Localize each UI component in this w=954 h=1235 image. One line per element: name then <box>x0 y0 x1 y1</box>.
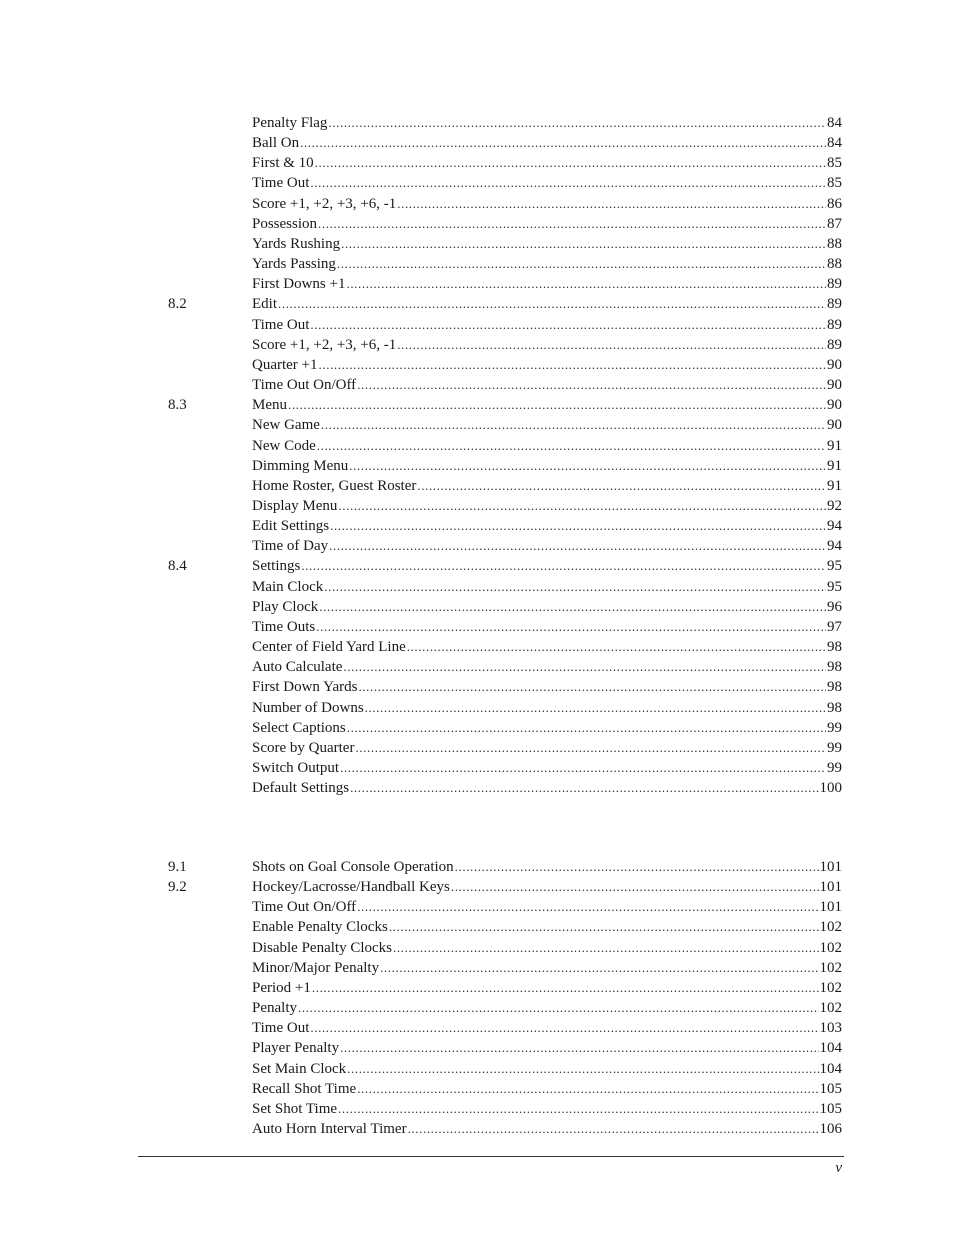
footer-rule <box>138 1156 844 1157</box>
dot-leader <box>380 958 818 978</box>
toc-entry-line <box>252 738 842 758</box>
entry-title: Time Outs <box>252 618 316 635</box>
entry-title: Period +1 <box>252 979 311 996</box>
dot-leader <box>346 274 826 294</box>
entry-page-number: 106 <box>819 1121 842 1138</box>
toc-entry[interactable] <box>0 677 954 697</box>
dot-leader <box>408 1119 819 1139</box>
entry-page-number: 103 <box>819 1020 842 1037</box>
entry-page-number: 84 <box>827 135 842 152</box>
entry-page-number: 101 <box>819 879 842 896</box>
toc-entry-line <box>252 194 842 214</box>
toc-entry[interactable] <box>0 917 954 937</box>
entry-page-number: 97 <box>827 618 842 635</box>
section-number: 8.4 <box>168 558 187 575</box>
entry-title: Score +1, +2, +3, +6, -1 <box>252 195 397 212</box>
entry-title: Play Clock <box>252 598 319 615</box>
entry-page-number: 102 <box>819 939 842 956</box>
toc-entry[interactable] <box>0 758 954 778</box>
toc-entry-line <box>252 153 842 173</box>
entry-page-number: 102 <box>819 979 842 996</box>
toc-entry[interactable] <box>0 294 954 314</box>
dot-leader <box>347 1059 818 1079</box>
entry-title: Set Shot Time <box>252 1100 338 1117</box>
entry-page-number: 100 <box>819 780 842 797</box>
entry-title: Set Main Clock <box>252 1060 347 1077</box>
toc-entry[interactable] <box>0 234 954 254</box>
toc-entry-line <box>252 1119 842 1139</box>
dot-leader <box>417 476 826 496</box>
toc-entry-line <box>252 436 842 456</box>
entry-page-number: 85 <box>827 175 842 192</box>
dot-leader <box>357 1079 818 1099</box>
toc-entry-line <box>252 113 842 133</box>
toc-entry-line <box>252 1079 842 1099</box>
toc-entry[interactable] <box>0 335 954 355</box>
entry-page-number: 89 <box>827 276 842 293</box>
dot-leader <box>451 877 819 897</box>
entry-title: First Down Yards <box>252 679 358 696</box>
dot-leader <box>357 897 818 917</box>
dot-leader <box>310 1018 818 1038</box>
toc-entry[interactable] <box>0 958 954 978</box>
dot-leader <box>324 577 826 597</box>
toc-entry-line <box>252 254 842 274</box>
entry-title: Minor/Major Penalty <box>252 959 380 976</box>
entry-page-number: 101 <box>819 899 842 916</box>
dot-leader <box>318 214 826 234</box>
entry-page-number: 105 <box>819 1100 842 1117</box>
toc-entry[interactable] <box>0 1119 954 1139</box>
toc-entry[interactable] <box>0 476 954 496</box>
dot-leader <box>340 758 826 778</box>
dot-leader <box>310 173 826 193</box>
toc-entry[interactable] <box>0 355 954 375</box>
dot-leader <box>340 1038 818 1058</box>
entry-title: Score by Quarter <box>252 739 355 756</box>
entry-title: Enable Penalty Clocks <box>252 919 388 936</box>
toc-entry-line <box>252 698 842 718</box>
toc-entry[interactable] <box>0 738 954 758</box>
dot-leader <box>278 294 826 314</box>
toc-entry[interactable] <box>0 436 954 456</box>
entry-page-number: 86 <box>827 195 842 212</box>
entry-page-number: 91 <box>827 437 842 454</box>
entry-title: New Code <box>252 437 316 454</box>
toc-entry-line <box>252 978 842 998</box>
toc-entry[interactable] <box>0 1018 954 1038</box>
toc-entry[interactable] <box>0 778 954 798</box>
entry-page-number: 95 <box>827 578 842 595</box>
entry-page-number: 98 <box>827 659 842 676</box>
entry-title: Menu <box>252 397 287 414</box>
entry-title: Yards Passing <box>252 256 336 273</box>
entry-page-number: 89 <box>827 316 842 333</box>
entry-page-number: 102 <box>819 959 842 976</box>
toc-entry[interactable] <box>0 998 954 1018</box>
entry-title: Main Clock <box>252 578 324 595</box>
toc-entry[interactable] <box>0 194 954 214</box>
entry-title: Display Menu <box>252 497 338 514</box>
toc-entry-line <box>252 315 842 335</box>
toc-entry-line <box>252 1059 842 1079</box>
dot-leader <box>312 978 819 998</box>
entry-title: Quarter +1 <box>252 356 318 373</box>
toc-entry[interactable] <box>0 657 954 677</box>
dot-leader <box>389 917 819 937</box>
toc-entry[interactable] <box>0 857 954 877</box>
entry-page-number: 99 <box>827 760 842 776</box>
entry-title: Recall Shot Time <box>252 1080 357 1097</box>
toc-entry-line <box>252 657 842 677</box>
entry-title: Select Captions <box>252 719 346 736</box>
toc-entry-line <box>252 758 842 778</box>
entry-page-number: 94 <box>827 518 842 535</box>
toc-entry-line <box>252 173 842 193</box>
entry-page-number: 96 <box>827 598 842 615</box>
toc-entry-line <box>252 938 842 958</box>
entry-page-number: 91 <box>827 457 842 474</box>
toc-entry[interactable] <box>0 153 954 173</box>
toc-entry-line <box>252 597 842 617</box>
entry-title: Time Out On/Off <box>252 377 357 394</box>
toc-entry-line <box>252 778 842 798</box>
dot-leader <box>321 415 826 435</box>
toc-entry[interactable] <box>0 1079 954 1099</box>
entry-page-number: 98 <box>827 639 842 656</box>
toc-entry-line <box>252 476 842 496</box>
section-number: 8.2 <box>168 296 187 313</box>
entry-page-number: 90 <box>827 417 842 434</box>
page-number: v <box>835 1160 842 1176</box>
entry-title: Auto Calculate <box>252 659 343 676</box>
toc-entry-line <box>252 1018 842 1038</box>
entry-title: Penalty <box>252 1000 297 1017</box>
dot-leader <box>300 133 826 153</box>
toc-entry[interactable] <box>0 415 954 435</box>
dot-leader <box>343 657 826 677</box>
toc-entry-line <box>252 1038 842 1058</box>
entry-page-number: 105 <box>819 1080 842 1097</box>
dot-leader <box>350 778 818 798</box>
dot-leader <box>337 254 826 274</box>
entry-title: Shots on Goal Console Operation <box>252 859 454 875</box>
toc-entry[interactable] <box>0 877 954 897</box>
entry-title: Edit Settings <box>252 518 330 535</box>
entry-title: Home Roster, Guest Roster <box>252 477 417 494</box>
toc-entry[interactable] <box>0 1099 954 1119</box>
toc-entry[interactable] <box>0 315 954 335</box>
entry-page-number: 88 <box>827 256 842 273</box>
dot-leader <box>455 857 819 877</box>
entry-title: Time Out On/Off <box>252 899 357 916</box>
toc-entry[interactable] <box>0 938 954 958</box>
entry-page-number: 90 <box>827 356 842 373</box>
entry-title: Auto Horn Interval Timer <box>252 1121 407 1138</box>
toc-section-9 <box>0 857 954 1139</box>
entry-title: Number of Downs <box>252 699 364 716</box>
dot-leader <box>319 597 826 617</box>
dot-leader <box>315 153 826 173</box>
toc-entry-line <box>252 677 842 697</box>
section-number: 8.3 <box>168 397 187 414</box>
dot-leader <box>407 637 826 657</box>
dot-leader <box>338 1099 818 1119</box>
dot-leader <box>329 536 826 556</box>
entry-page-number: 88 <box>827 235 842 252</box>
toc-entry[interactable] <box>0 456 954 476</box>
toc-entry[interactable] <box>0 496 954 516</box>
entry-title: Time Out <box>252 1020 310 1037</box>
toc-entry-line <box>252 375 842 395</box>
entry-page-number: 90 <box>827 377 842 394</box>
toc-entry[interactable] <box>0 617 954 637</box>
toc-entry[interactable] <box>0 556 954 576</box>
toc-entry[interactable] <box>0 978 954 998</box>
entry-page-number: 89 <box>827 336 842 353</box>
entry-title: Disable Penalty Clocks <box>252 939 392 956</box>
entry-title: Hockey/Lacrosse/Handball Keys <box>252 879 450 896</box>
toc-entry-line <box>252 456 842 476</box>
toc-entry[interactable] <box>0 113 954 133</box>
entry-page-number: 90 <box>827 397 842 414</box>
toc-entry[interactable] <box>0 133 954 153</box>
section-number: 9.2 <box>168 879 187 896</box>
dot-leader <box>397 335 826 355</box>
toc-entry-line <box>252 536 842 556</box>
toc-entry[interactable] <box>0 375 954 395</box>
toc-entry[interactable] <box>0 597 954 617</box>
toc-entry-line <box>252 857 842 877</box>
entry-page-number: 98 <box>827 699 842 716</box>
toc-entry[interactable] <box>0 254 954 274</box>
entry-page-number: 104 <box>819 1060 842 1077</box>
entry-page-number: 104 <box>819 1040 842 1057</box>
dot-leader <box>328 113 826 133</box>
toc-entry-line <box>252 234 842 254</box>
dot-leader <box>357 375 826 395</box>
toc-entry-line <box>252 294 842 314</box>
dot-leader <box>316 617 826 637</box>
entry-page-number: 94 <box>827 538 842 555</box>
entry-title: Yards Rushing <box>252 235 341 252</box>
entry-title: First Downs +1 <box>252 276 346 293</box>
entry-title: Score +1, +2, +3, +6, -1 <box>252 336 397 353</box>
toc-entry-line <box>252 718 842 738</box>
dot-leader <box>349 456 826 476</box>
toc-entry[interactable] <box>0 214 954 234</box>
toc-entry-line <box>252 577 842 597</box>
entry-page-number: 99 <box>827 739 842 756</box>
entry-page-number: 84 <box>827 115 842 131</box>
toc-entry[interactable] <box>0 274 954 294</box>
dot-leader <box>317 436 826 456</box>
entry-page-number: 101 <box>819 859 842 875</box>
toc-section-8 <box>0 113 954 798</box>
toc-entry-line <box>252 1099 842 1119</box>
dot-leader <box>288 395 826 415</box>
entry-title: Switch Output <box>252 760 340 776</box>
entry-title: Settings <box>252 558 301 575</box>
toc-entry[interactable] <box>0 897 954 917</box>
section-number: 9.1 <box>168 859 187 875</box>
toc-entry-line <box>252 556 842 576</box>
toc-entry[interactable] <box>0 516 954 536</box>
entry-title: Ball On <box>252 135 300 152</box>
toc-entry-line <box>252 998 842 1018</box>
entry-page-number: 99 <box>827 719 842 736</box>
toc-entry[interactable] <box>0 1038 954 1058</box>
entry-title: Center of Field Yard Line <box>252 639 406 656</box>
toc-entry[interactable] <box>0 536 954 556</box>
dot-leader <box>341 234 826 254</box>
entry-title: Penalty Flag <box>252 115 328 131</box>
dot-leader <box>330 516 826 536</box>
toc-entry-line <box>252 516 842 536</box>
entry-page-number: 98 <box>827 679 842 696</box>
toc-entry[interactable] <box>0 1059 954 1079</box>
dot-leader <box>365 698 826 718</box>
entry-title: First & 10 <box>252 155 314 172</box>
dot-leader <box>310 315 826 335</box>
toc-entry-line <box>252 496 842 516</box>
entry-title: Time of Day <box>252 538 329 555</box>
entry-page-number: 92 <box>827 497 842 514</box>
entry-title: Player Penalty <box>252 1040 340 1057</box>
toc-entry[interactable] <box>0 698 954 718</box>
toc-entry[interactable] <box>0 637 954 657</box>
toc-entry[interactable] <box>0 718 954 738</box>
dot-leader <box>338 496 826 516</box>
toc-entry-line <box>252 274 842 294</box>
toc-entry-line <box>252 917 842 937</box>
dot-leader <box>298 998 819 1018</box>
dot-leader <box>393 938 819 958</box>
entry-title: Time Out <box>252 175 310 192</box>
dot-leader <box>347 718 826 738</box>
toc-entry-line <box>252 335 842 355</box>
toc-entry-line <box>252 415 842 435</box>
toc-entry-line <box>252 395 842 415</box>
entry-title: Possession <box>252 215 318 232</box>
entry-page-number: 85 <box>827 155 842 172</box>
entry-title: New Game <box>252 417 320 434</box>
toc-entry-line <box>252 897 842 917</box>
toc-entry-line <box>252 617 842 637</box>
entry-title: Default Settings <box>252 780 350 797</box>
entry-page-number: 87 <box>827 215 842 232</box>
dot-leader <box>355 738 826 758</box>
dot-leader <box>301 556 826 576</box>
toc-entry[interactable] <box>0 395 954 415</box>
entry-title: Edit <box>252 296 277 313</box>
toc-entry-line <box>252 637 842 657</box>
entry-title: Time Out <box>252 316 310 333</box>
entry-page-number: 102 <box>819 919 842 936</box>
toc-entry-line <box>252 355 842 375</box>
entry-page-number: 102 <box>819 1000 842 1017</box>
toc-entry[interactable] <box>0 173 954 193</box>
entry-page-number: 91 <box>827 477 842 494</box>
entry-title: Dimming Menu <box>252 457 349 474</box>
entry-page-number: 95 <box>827 558 842 575</box>
entry-page-number: 89 <box>827 296 842 313</box>
dot-leader <box>358 677 826 697</box>
toc-entry-line <box>252 214 842 234</box>
dot-leader <box>319 355 826 375</box>
dot-leader <box>397 194 826 214</box>
toc-entry-line <box>252 133 842 153</box>
toc-entry-line <box>252 877 842 897</box>
toc-entry[interactable] <box>0 577 954 597</box>
toc-entry-line <box>252 958 842 978</box>
